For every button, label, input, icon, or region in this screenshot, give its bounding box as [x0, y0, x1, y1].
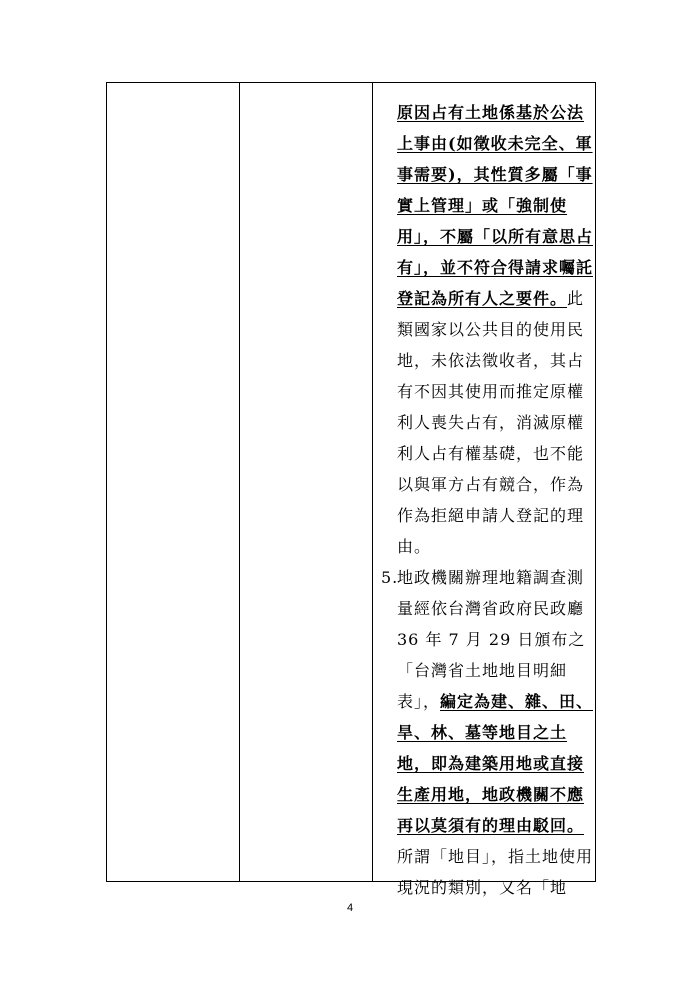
body-text: 以與軍方占有競合，作為: [397, 475, 585, 494]
text-line: [373, 686, 597, 717]
text-line: [373, 562, 597, 593]
text-line: [373, 779, 597, 810]
text-line: [373, 407, 597, 438]
body-text: 有不因其使用而推定原權: [397, 382, 585, 401]
text-line: [373, 748, 597, 779]
text-line: [373, 717, 597, 748]
text-line: [373, 531, 597, 562]
emphasized-text: 上事由(如徵收未完全、軍: [397, 134, 593, 153]
table-column-3: [373, 83, 597, 897]
body-text: 類國家以公共目的使用民: [397, 320, 585, 339]
body-text: 「台灣省土地地目明細: [397, 661, 568, 680]
page-number: 4: [346, 902, 354, 914]
body-text: 現況的類別，又名「地: [397, 878, 568, 897]
item-number: 5.: [381, 568, 399, 587]
body-text: 36 年 7 月 29 日頒布之: [397, 630, 586, 649]
body-text: 地政機關辦理地籍調查測: [397, 568, 585, 587]
body-text: 地，未依法徵收者，其占: [397, 351, 585, 370]
text-line: [373, 283, 597, 314]
text-line: [373, 500, 597, 531]
body-text: 所謂「地目」，指土地使用: [397, 847, 594, 866]
emphasized-text: 登記為所有人之要件。: [397, 289, 568, 308]
emphasized-text: 地，即為建築用地或直接: [397, 754, 585, 773]
emphasized-text: 原因占有土地係基於公法: [397, 103, 585, 122]
text-line: [373, 593, 597, 624]
emphasized-text: 用」，不屬「以所有意思占: [397, 227, 594, 246]
text-line: [373, 841, 597, 872]
emphasized-text: 再以莫須有的理由駁回。: [397, 816, 585, 835]
text-line: [373, 376, 597, 407]
text-line: [373, 221, 597, 252]
text-line: [373, 655, 597, 686]
body-text: 此: [567, 289, 585, 308]
emphasized-text: 有」，並不符合得請求囑託: [397, 258, 594, 277]
body-text: 利人喪失占有，消滅原權: [397, 413, 585, 432]
text-line: [373, 345, 597, 376]
text-line: [373, 438, 597, 469]
content-table: [106, 82, 596, 897]
text-line: [373, 314, 597, 345]
body-text: 作為拒絕申請人登記的理: [397, 506, 585, 525]
body-text: 表」，: [397, 692, 441, 711]
text-line: [373, 252, 597, 283]
text-line: [373, 872, 597, 903]
emphasized-text: 編定為建、雜、田、: [440, 692, 594, 711]
text-line: [373, 810, 597, 841]
text-line: [373, 97, 597, 128]
text-line: [373, 624, 597, 655]
emphasized-text: 生產用地，地政機關不應: [397, 785, 585, 804]
text-line: [373, 159, 597, 190]
text-lines: [373, 97, 597, 903]
text-line: [373, 469, 597, 500]
body-text: 由。: [397, 537, 432, 556]
emphasized-text: 旱、林、墓等地目之土: [397, 723, 568, 742]
emphasized-text: 實上管理」或「強制使: [397, 196, 568, 215]
text-line: [373, 190, 597, 221]
table-column-1: [107, 83, 240, 881]
text-line: [373, 128, 597, 159]
emphasized-text: 事需要)，其性質多屬「事: [397, 165, 593, 184]
body-text: 量經依台灣省政府民政廳: [397, 599, 585, 618]
body-text: 利人占有權基礎，也不能: [397, 444, 585, 463]
table-column-2: [240, 83, 373, 881]
